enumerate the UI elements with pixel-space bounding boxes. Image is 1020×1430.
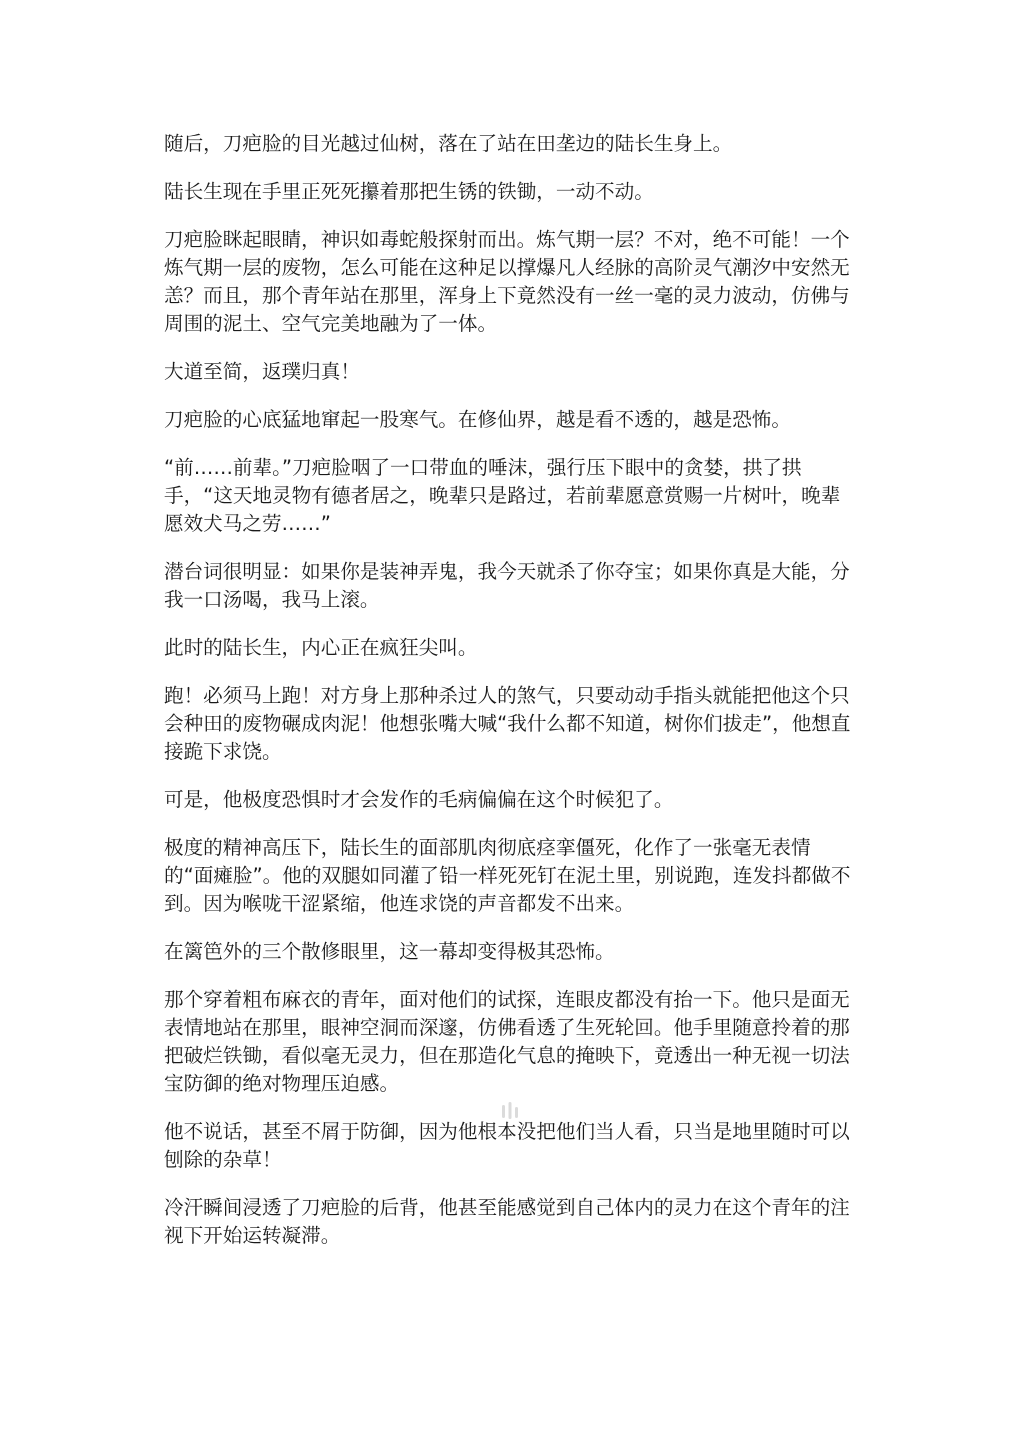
- article-body: [164, 130, 858, 1270]
- paragraph: “前……前辈。”刀疤脸咽了一口带血的唾沫，强行压下眼中的贪婪，拱了拱手，“这天地灵物有德者居之，晚辈只是路过，若前辈愿意赏赐一片树叶，晚辈愿效犬马之劳……”: [164, 456, 841, 535]
- paragraph: 大道至简，返璞归真！: [164, 360, 360, 383]
- paragraph: 跑！必须马上跑！对方身上那种杀过人的煞气，只要动动手指头就能把他这个只会种田的废物碾成肉泥！他想张嘴大喊“我什么都不知道，树你们拔走”，他想直接跪下求饶。: [164, 684, 851, 763]
- paragraph: 那个穿着粗布麻衣的青年，面对他们的试探，连眼皮都没有抬一下。他只是面无表情地站在那里，眼神空洞而深邃，仿佛看透了生死轮回。他手里随意拎着的那把破烂铁锄，看似毫无灵力，但在那造化气息的掩映下，竟透出一种无视一切法宝防御的绝对物理压迫感。: [164, 988, 850, 1095]
- paragraph: 他不说话，甚至不屑于防御，因为他根本没把他们当人看，只当是地里随时可以刨除的杂草！: [164, 1120, 850, 1171]
- paragraph: 潜台词很明显：如果你是装神弄鬼，我今天就杀了你夺宝；如果你真是大能，分我一口汤喝，我马上滚。: [164, 560, 850, 611]
- paragraph: 在篱笆外的三个散修眼里，这一幕却变得极其恐怖。: [164, 940, 615, 963]
- paragraph: 刀疤脸眯起眼睛，神识如毒蛇般探射而出。炼气期一层？不对，绝不可能！一个炼气期一层的废物，怎么可能在这种足以撑爆凡人经脉的高阶灵气潮汐中安然无恙？而且，那个青年站在那里，浑身上下竟然没有一丝一毫的灵力波动，仿佛与周围的泥土、空气完美地融为了一体。: [164, 228, 850, 335]
- paragraph: 陆长生现在手里正死死攥着那把生锈的铁锄，一动不动。: [164, 180, 654, 203]
- watermark-icon: [499, 1100, 521, 1122]
- paragraph: 冷汗瞬间浸透了刀疤脸的后背，他甚至能感觉到自己体内的灵力在这个青年的注视下开始运转凝滞。: [164, 1196, 850, 1247]
- paragraph: 可是，他极度恐惧时才会发作的毛病偏偏在这个时候犯了。: [164, 788, 674, 811]
- paragraph: 极度的精神高压下，陆长生的面部肌肉彻底痉挛僵死，化作了一张毫无表情的“面瘫脸”。他的双腿如同灌了铅一样死死钉在泥土里，别说跑，连发抖都做不到。因为喉咙干涩紧缩，他连求饶的声音都发不出来。: [164, 836, 851, 915]
- paragraph: 随后，刀疤脸的目光越过仙树，落在了站在田垄边的陆长生身上。: [164, 132, 733, 155]
- paragraph: 此时的陆长生，内心正在疯狂尖叫。: [164, 636, 478, 659]
- paragraph: 刀疤脸的心底猛地窜起一股寒气。在修仙界，越是看不透的，越是恐怖。: [164, 408, 791, 431]
